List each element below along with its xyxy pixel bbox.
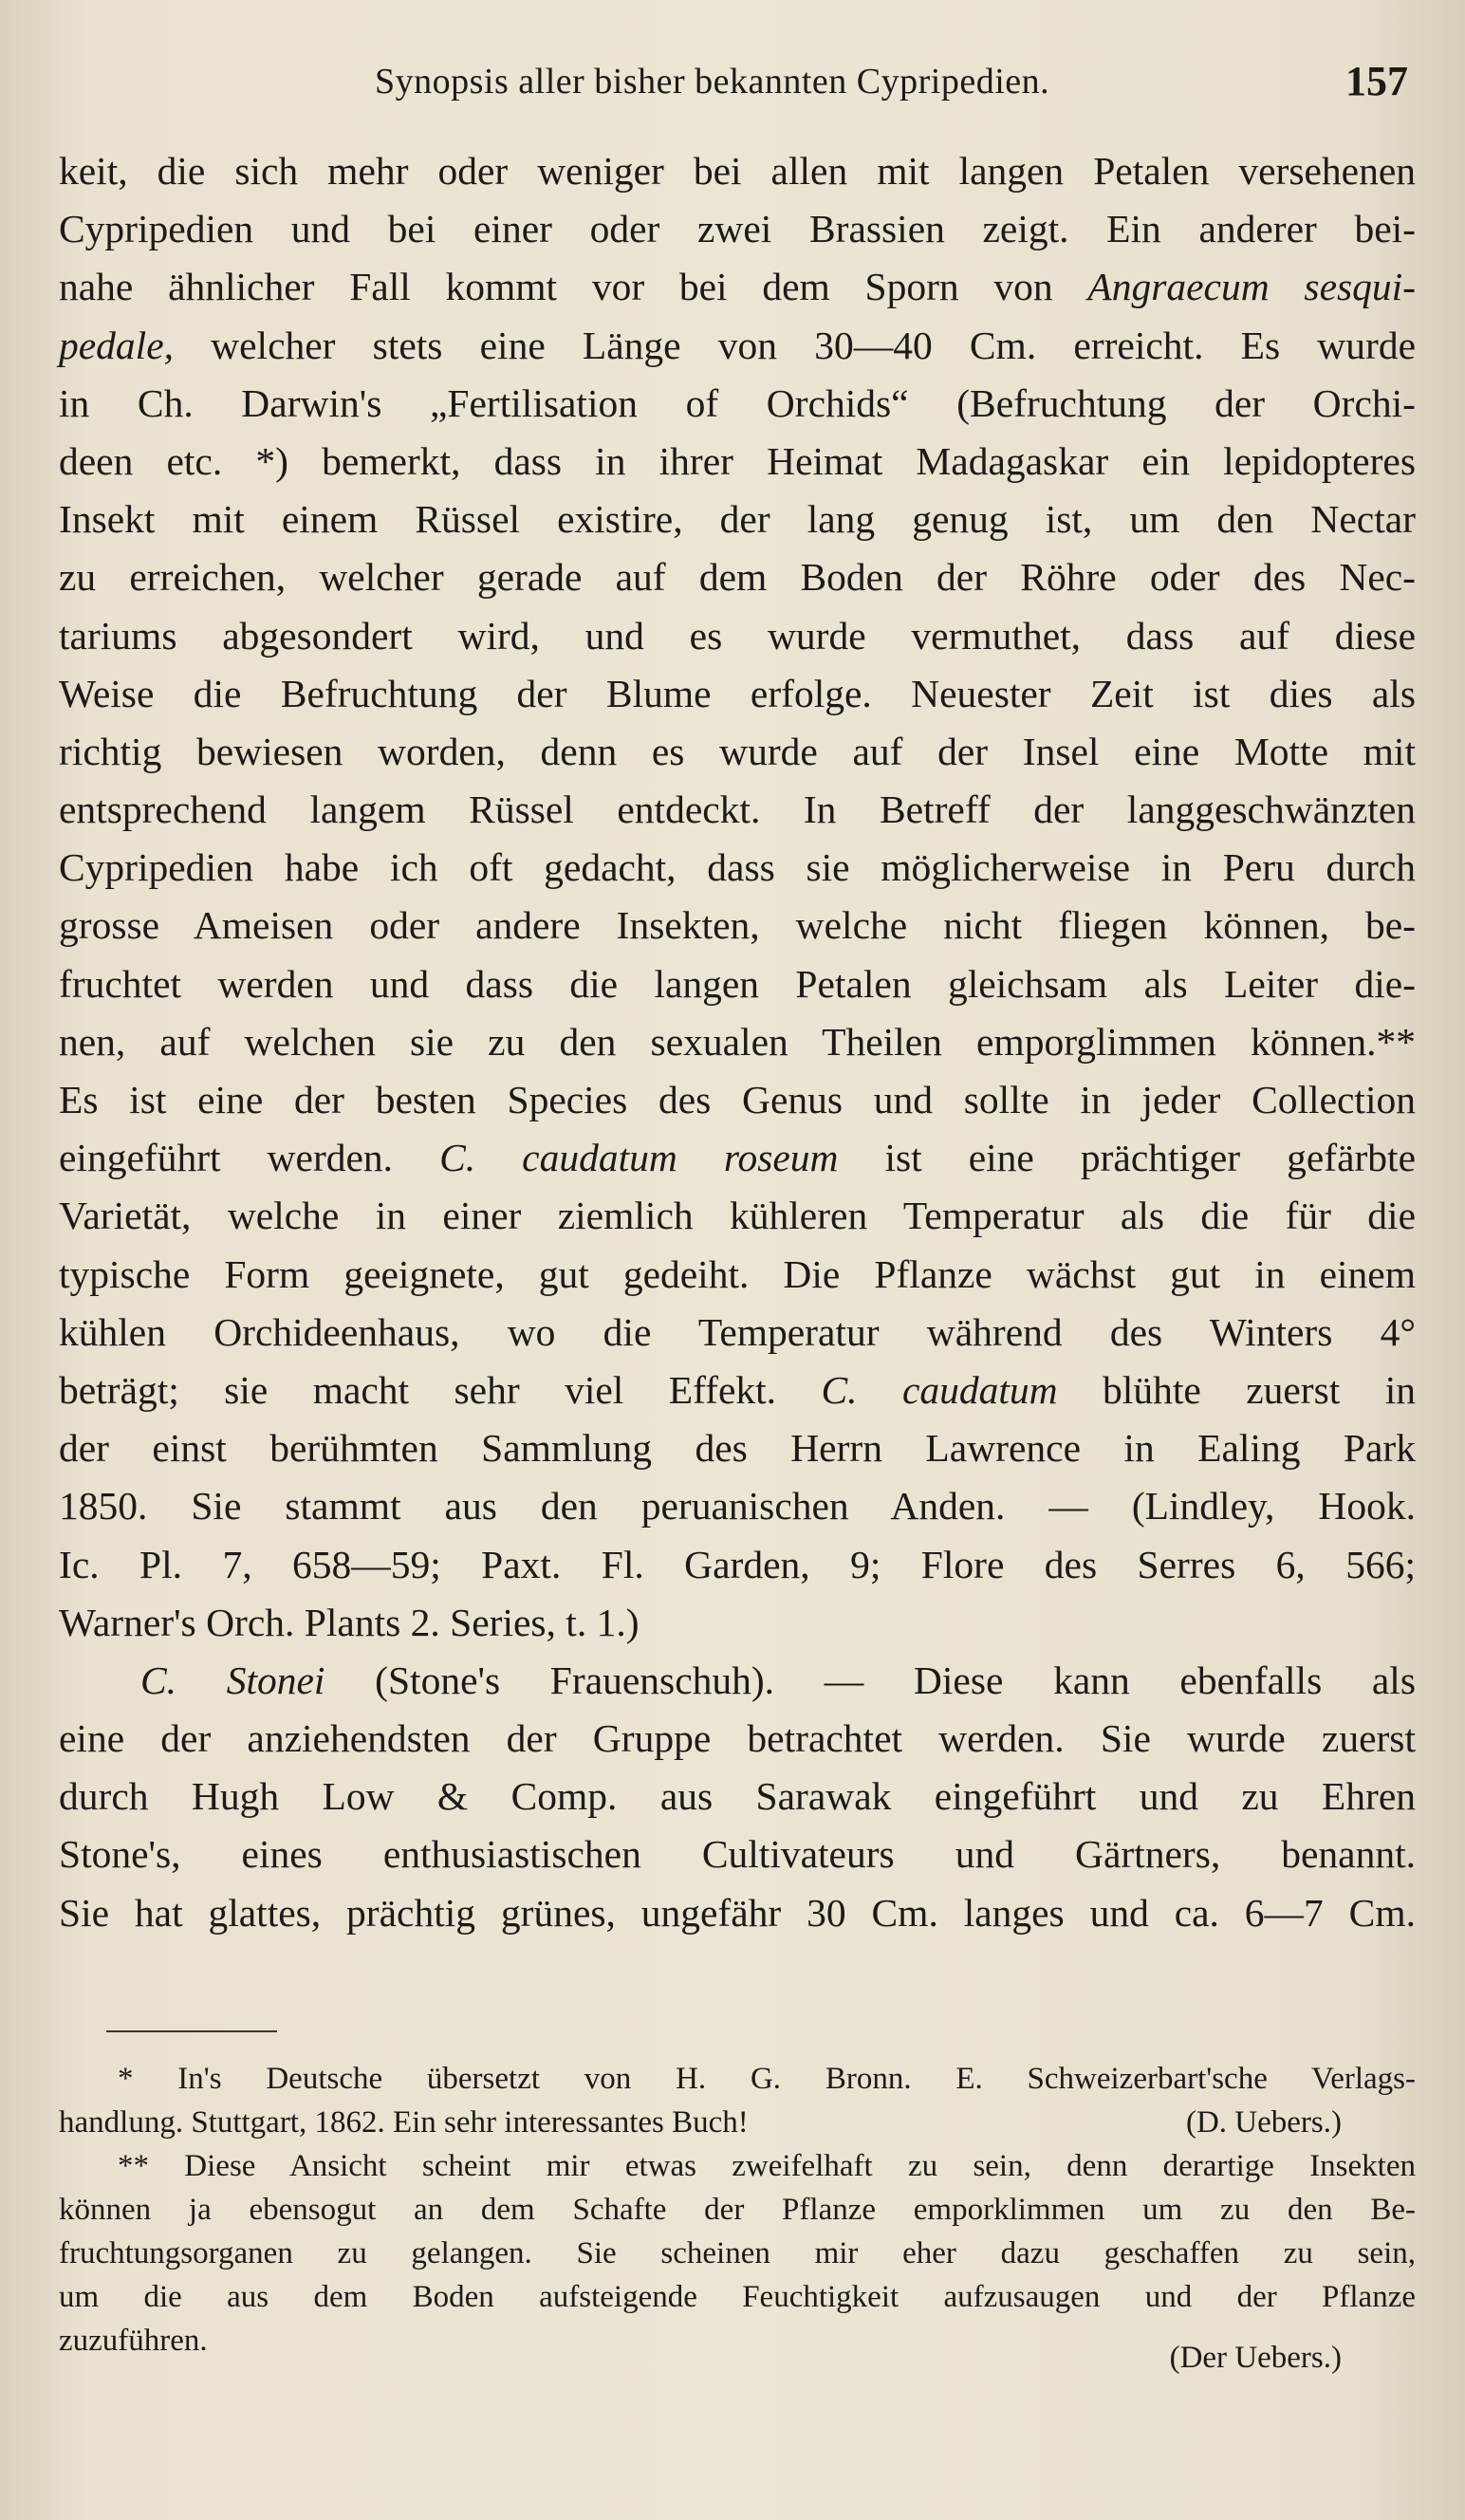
text-line: eingeführt werden. C. caudatum roseum ist eine prächtiger gefärbte: [59, 1136, 1417, 1180]
main-text: [59, 142, 1416, 1942]
text-line: 1850. Sie stammt aus den peruanischen Anden. — (Lindley, Hook.: [59, 1484, 1416, 1529]
footnote-text: zuzuführen.: [59, 2324, 208, 2358]
text-line: Weise die Befruchtung der Blume erfolge. Neuester Zeit ist dies als: [59, 671, 1416, 715]
text-line: keit, die sich mehr oder weniger bei allen mit langen Petalen versehenen: [59, 149, 1416, 193]
text-line: nahe ähnlicher Fall kommt vor bei dem Sporn von Angraecum sesqui-: [59, 265, 1416, 309]
text-line: deen etc. *) bemerkt, dass in ihrer Heimat Madagaskar ein lepidopteres: [59, 438, 1416, 483]
text-line: Ic. Pl. 7, 658—59; Paxt. Fl. Garden, 9; Flore des Serres 6, 566;: [59, 1542, 1416, 1586]
footnote-divider: [106, 2030, 277, 2032]
text-line: Varietät, welche in einer ziemlich kühleren Temperatur als die für die: [59, 1194, 1416, 1238]
text-line: Cypripedien und bei einer oder zwei Brassien zeigt. Ein anderer bei-: [59, 207, 1416, 251]
footnote-signature: (D. Uebers.): [1185, 2105, 1342, 2140]
text-line: Es ist eine der besten Species des Genus und sollte in jeder Collection: [59, 1078, 1416, 1121]
footnote-line: können ja ebensogut an dem Schafte der Pflanze emporklimmen um zu den Be-: [59, 2193, 1416, 2227]
text-line: nen, auf welchen sie zu den sexualen Theilen emporglimmen können.**: [59, 1019, 1416, 1064]
footnotes: [59, 2057, 1416, 2375]
footnote-text: handlung. Stuttgart, 1862. Ein sehr interessantes Buch!: [59, 2105, 749, 2140]
text-line: C. Stonei (Stone's Frauenschuh). — Diese kann ebenfalls als: [140, 1658, 1416, 1702]
text-line: beträgt; sie macht sehr viel Effekt. C. caudatum blühte zuerst in: [59, 1367, 1416, 1412]
text-line: grosse Ameisen oder andere Insekten, welche nicht fliegen können, be-: [59, 903, 1416, 948]
text-line: Stone's, eines enthusiastischen Cultivateurs und Gärtners, benannt.: [59, 1832, 1416, 1877]
page-number: 157: [1345, 58, 1408, 104]
text-line: fruchtet werden und dass die langen Petalen gleichsam als Leiter die-: [59, 961, 1416, 1006]
text-line: pedale, welcher stets eine Länge von 30—40 Cm. erreicht. Es wurde: [59, 323, 1416, 367]
text-line: richtig bewiesen worden, denn es wurde auf der Insel eine Motte mit: [59, 729, 1416, 773]
text-line: der einst berühmten Sammlung des Herrn Lawrence in Ealing Park: [59, 1426, 1416, 1471]
text-line: tariums abgesondert wird, und es wurde vermuthet, dass auf diese: [59, 613, 1416, 658]
text-line: Cypripedien habe ich oft gedacht, dass sie möglicherweise in Peru durch: [59, 845, 1416, 890]
footnote-line: [59, 2319, 1416, 2375]
footnote-line: [59, 2101, 1416, 2144]
text-line: Insekt mit einem Rüssel existire, der lang genug ist, um den Nectar: [59, 497, 1416, 542]
text-line: Sie hat glattes, prächtig grünes, ungefähr 30 Cm. langes und ca. 6—7 Cm.: [59, 1890, 1416, 1935]
footnote-line: um die aus dem Boden aufsteigende Feuchtigkeit aufzusaugen und der Pflanze: [59, 2280, 1416, 2314]
text-line: kühlen Orchideenhaus, wo die Temperatur während des Winters 4°: [59, 1309, 1416, 1354]
page-header: [0, 57, 1465, 114]
text-line: entsprechend langem Rüssel entdeckt. In Betreff der langgeschwänzten: [59, 788, 1416, 832]
text-line: typische Form geeignete, gut gedeiht. Die Pflanze wächst gut in einem: [59, 1251, 1416, 1296]
text-line: eine der anziehendsten der Gruppe betrachtet werden. Sie wurde zuerst: [59, 1716, 1416, 1761]
footnote-line: ** Diese Ansicht scheint mir etwas zweifelhaft zu sein, denn derartige Insekten: [118, 2149, 1416, 2183]
text-line: in Ch. Darwin's „Fertilisation of Orchids“ (Befruchtung der Orchi-: [59, 380, 1416, 425]
text-line: Warner's Orch. Plants 2. Series, t. 1.): [59, 1600, 640, 1644]
text-line: durch Hugh Low & Comp. aus Sarawak eingeführt und zu Ehren: [59, 1774, 1416, 1819]
running-head: Synopsis aller bisher bekannten Cypripedien.: [375, 62, 1050, 102]
footnote-line: fruchtungsorganen zu gelangen. Sie scheinen mir eher dazu geschaffen zu sein,: [59, 2236, 1416, 2270]
footnote-line: * In's Deutsche übersetzt von H. G. Bronn. E. Schweizerbart'sche Verlags-: [118, 2062, 1416, 2096]
text-line: zu erreichen, welcher gerade auf dem Boden der Röhre oder des Nec-: [59, 555, 1416, 600]
footnote-signature: (Der Uebers.): [1169, 2341, 1342, 2375]
